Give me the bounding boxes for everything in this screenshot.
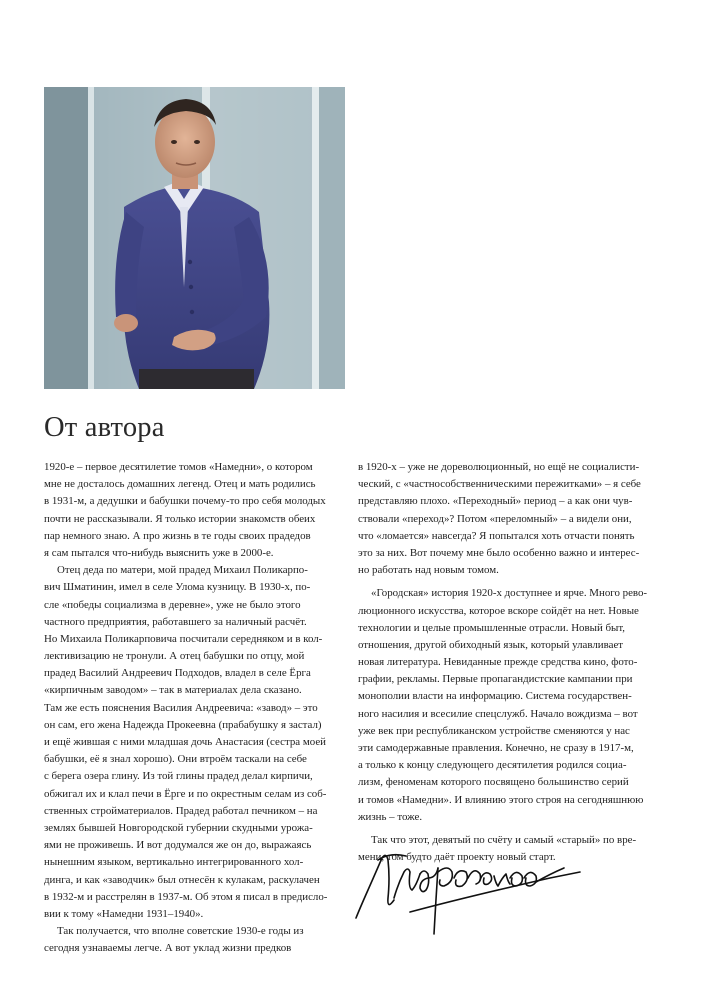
text-line: это за них. Вот почему мне было особенно важно и интерес- <box>358 546 640 559</box>
text-line: сле «победы социализма в деревне», уже не было этого <box>44 598 301 611</box>
text-line: бабушки, её я знал хорошо). Они втроём таскали на себе <box>44 753 307 766</box>
text-line: и ещё жившая с ними младшая дочь Анастасия (сестра моей <box>44 736 326 748</box>
text-line: отношения, другой обиходный язык, который улавливает <box>358 638 624 651</box>
text-line: технологии и целые промышленные отрасли. Новый быт, <box>358 621 626 634</box>
text-line: ческий, с «частнособственническими пережитками» – я себе <box>358 478 641 491</box>
text-line: Так получается, что вполне советские 1930-е годы из <box>57 925 304 938</box>
text-line: он сам, его жена Надежда Прокеевна (прабабушку я застал) <box>44 718 322 731</box>
text-line: жизнь – тоже. <box>358 810 423 823</box>
page-title: От автора <box>44 412 165 443</box>
text-line: нынешним языком, вертикально интегрированного хол- <box>44 856 304 869</box>
text-line: в 1932-м и расстрелян в 1937-м. Об этом я писал в предисло- <box>44 890 328 903</box>
text-line: прадед Василий Андреевич Подходов, владел в селе Ёрга <box>44 667 311 680</box>
text-line: мени, том будто даёт проекту новый старт. <box>358 851 556 864</box>
text-line: «кирпичным заводом» – так в материалах дела сказано. <box>44 684 302 697</box>
text-line: обжигал их и клал печи в Ёрге и по окрестным селам из соб- <box>44 787 327 800</box>
text-line: представляю плохо. «Переходный» период – а как они чув- <box>358 495 633 508</box>
text-line: частного предприятия, работавшего за наличный расчёт. <box>44 615 307 628</box>
text-line: 1920-е – первое десятилетие томов «Намедни», о котором <box>44 461 313 473</box>
text-line: уже век при республиканском устройстве сменяются у нас <box>358 724 630 737</box>
text-line: вии к тому «Намедни 1931–1940». <box>44 907 204 920</box>
text-line: лизм, феноменам которого посвящено большинство серий <box>358 776 629 789</box>
text-line: графии, рекламы. Первые пропагандистские кампании при <box>358 673 633 686</box>
text-line: Там же есть пояснения Василия Андреевича: «завод» – это <box>44 701 318 714</box>
text-line: эти самодержавные правления. Конечно, не сразу в 1917-м, <box>358 742 634 754</box>
text-line: сегодня узнаваемы легче. А вот уклад жизни предков <box>44 942 292 955</box>
text-line: в 1920-х – уже не дореволюционный, но ещё не социалисти- <box>358 461 640 473</box>
text-line: ственных стройматериалов. Прадед работал печником – на <box>44 804 318 817</box>
text-line: динга, и как «заводчик» был отнесён к кулакам, раскулачен <box>44 873 320 886</box>
right-text-column <box>358 459 656 866</box>
text-line: в 1931-м, а дедушки и бабушки почему-то про себя молодых <box>44 495 326 508</box>
left-text-column <box>44 459 342 957</box>
text-line: я сам пытался что-нибудь выяснить уже в 2000-е. <box>44 546 274 559</box>
text-line: Отец деда по матери, мой прадед Михаил Поликарпо- <box>57 564 308 577</box>
text-line: ями не проживешь. И вот додумался же он до, выражаясь <box>44 839 312 852</box>
text-line: а только к концу следующего десятилетия родился социа- <box>358 759 627 772</box>
text-line: мне не досталось домашних легенд. Отец и мать родились <box>44 478 316 491</box>
text-line: землях бывшей Новгородской губернии скудными урожа- <box>44 821 313 834</box>
text-line: но работать над новым томом. <box>358 564 499 577</box>
author-signature <box>350 838 590 943</box>
text-line: «Городская» история 1920-х доступнее и ярче. Много рево- <box>371 587 648 600</box>
author-photo <box>44 87 345 389</box>
text-line: и томов «Намедни». И влиянию этого строя на сегодняшнюю <box>358 793 644 806</box>
text-line: с берега озера глину. Из той глины прадед делал кирпичи, <box>44 770 313 783</box>
text-line: что «ломается» навсегда? Я попытался хоть отчасти понять <box>358 529 635 542</box>
text-line: ного насилия и всесилие спецслужб. Начало вождизма – вот <box>358 707 638 720</box>
text-line: лективизацию не тронули. А отец бабушки по отцу, мой <box>44 650 305 663</box>
text-line: вич Шматинин, имел в селе Улома кузницу. В 1930-х, по- <box>44 581 311 594</box>
text-line: люционного искусства, которое вскоре сойдёт на нет. Новые <box>358 604 639 617</box>
text-line: Так что этот, девятый по счёту и самый «старый» по вре- <box>371 833 637 846</box>
text-line: новая литература. Невиданные прежде средства кино, фото- <box>358 656 638 669</box>
text-line: ствовали «переход»? Потом «переломный» – а видели они, <box>358 512 632 525</box>
text-line: монополии власти на информацию. Система государствен- <box>358 690 632 703</box>
text-line: почти не рассказывали. Я только истории знакомств обеих <box>44 512 316 525</box>
text-line: пар немного знаю. А про жизнь в те годы своих прадедов <box>44 529 311 542</box>
text-line: Но Михаила Поликарповича посчитали середняком и в кол- <box>44 632 323 645</box>
